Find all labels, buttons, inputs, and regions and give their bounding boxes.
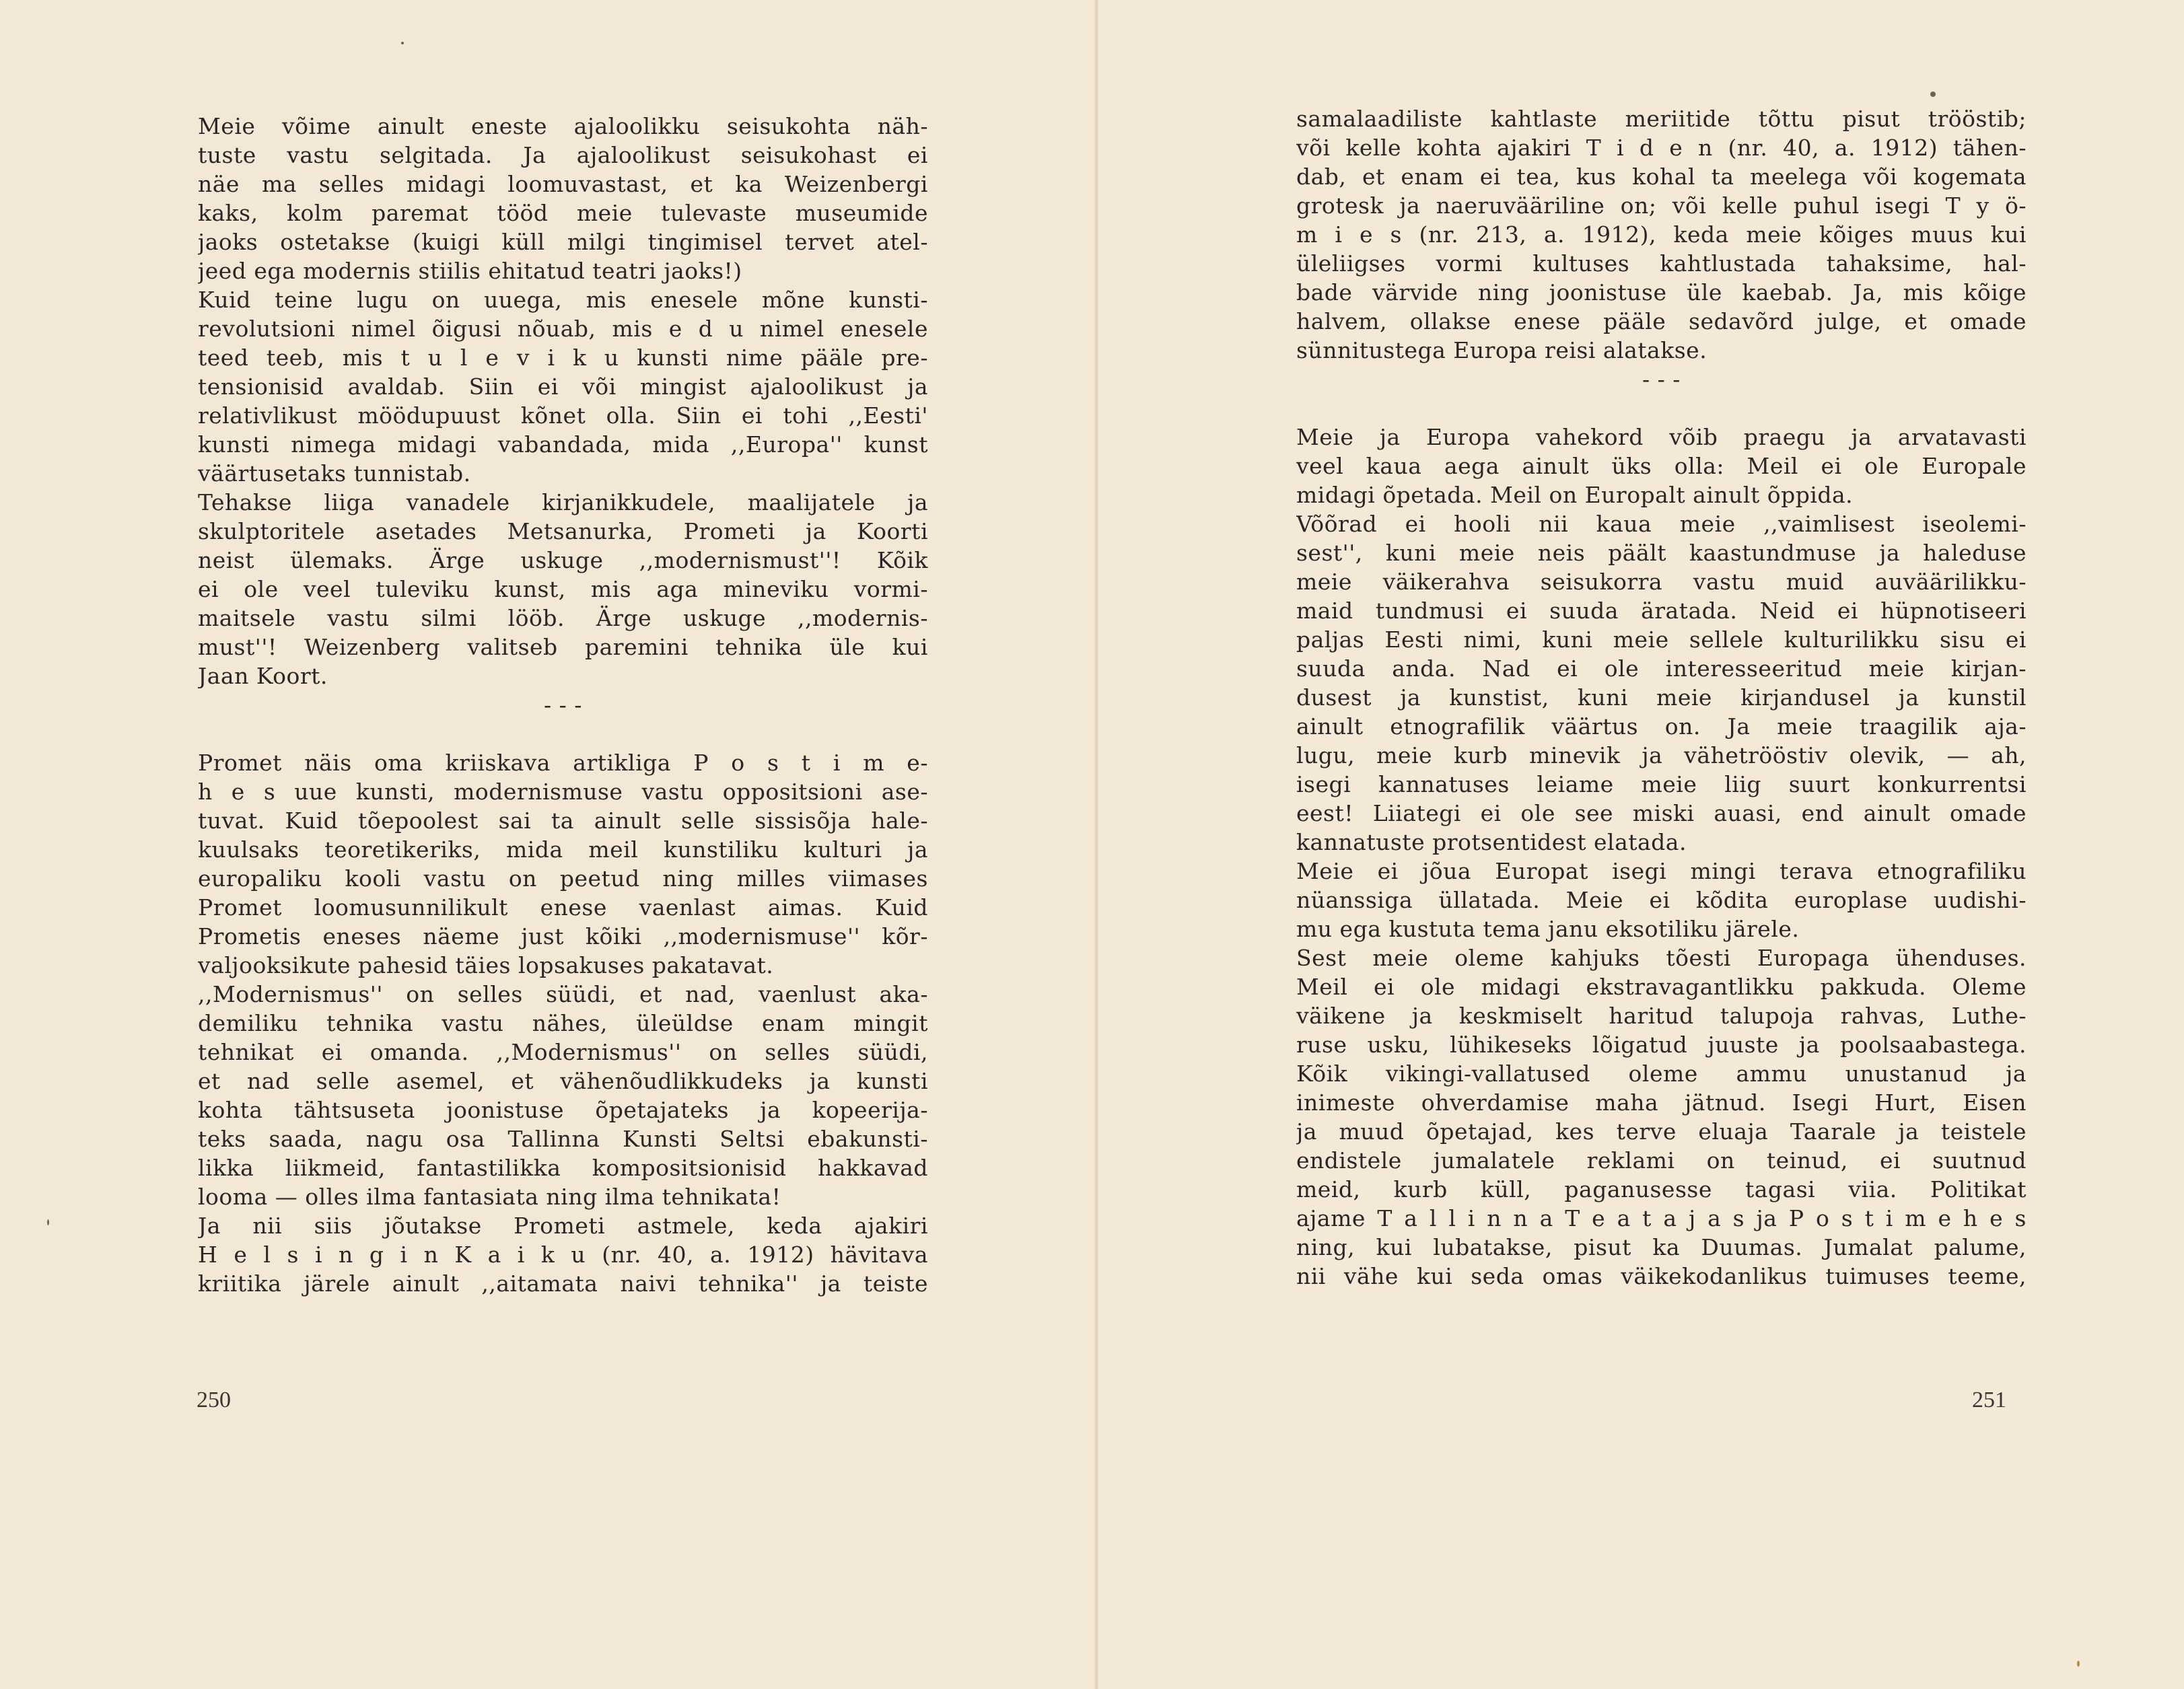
text-line: nüanssiga üllatada. Meie ei kõdita europlase uudishi- xyxy=(1296,887,2027,913)
text-line: bade värvide ning joonistuse üle kaebab. Ja, mis kõige xyxy=(1296,279,2027,306)
text-line: halvem, ollakse enese pääle sedavõrd julge, et omade xyxy=(1296,308,2027,334)
page-number-left: 250 xyxy=(197,1388,231,1412)
text-line: grotesk ja naeruvääriline on; või kelle puhul isegi T y ö- xyxy=(1296,192,2027,219)
text-line: h e s uue kunsti, modernismuse vastu oppositsioni ase- xyxy=(198,779,928,805)
text-line: Meie ei jõua Europat isegi mingi terava etnografiliku xyxy=(1296,858,2027,884)
text-line: jaoks ostetakse (kuigi küll milgi tingimisel tervet atel- xyxy=(198,229,928,255)
text-line: dab, et enam ei tea, kus kohal ta meelega või kogemata xyxy=(1296,164,2027,190)
text-line: üleliigses vormi kultuses kahtlustada tahaksime, hal- xyxy=(1296,250,2027,277)
text-line: ja muud õpetajad, kes terve eluaja Taarale ja teistele xyxy=(1296,1118,2027,1145)
text-line: teed teeb, mis t u l e v i k u kunsti nime pääle pre- xyxy=(198,345,928,371)
text-line: kannatuste protsentidest elatada. xyxy=(1296,829,1687,855)
text-line: Jaan Koort. xyxy=(198,663,328,689)
text-line: Prometis eneses näeme just kõiki ,,modernismuse'' kõr- xyxy=(198,923,928,949)
text-line: demiliku tehnika vastu nähes, üleüldse enam mingit xyxy=(198,1010,928,1036)
text-line: dusest ja kunstist, kuni meie kirjandusel ja kunstil xyxy=(1296,684,2027,711)
text-line: teks saada, nagu osa Tallinna Kunsti Seltsi ebakunsti- xyxy=(198,1126,928,1152)
text-line xyxy=(1296,394,2027,423)
text-line: Kuid teine lugu on uuega, mis enesele mõne kunsti- xyxy=(198,287,928,313)
text-line xyxy=(198,719,928,748)
text-line: kuulsaks teoretikeriks, mida meil kunstiliku kulturi ja xyxy=(198,836,928,863)
text-line: meid, kurb küll, paganusesse tagasi viia. Politikat xyxy=(1296,1176,2027,1202)
text-line: Promet näis oma kriiskava artikliga P o s t i m e- xyxy=(198,750,928,776)
text-line: relativlikust möödupuust kõnet olla. Siin ei tohi ,,Eesti' xyxy=(198,402,928,429)
text-line: kohta tähtsuseta joonistuse õpetajateks ja kopeerija- xyxy=(198,1097,928,1123)
text-line: neist ülemaks. Ärge uskuge ,,modernismust''! Kõik xyxy=(198,547,928,573)
text-line: Kõik vikingi-vallatused oleme ammu unustanud ja xyxy=(1296,1061,2027,1087)
text-line: ajame T a l l i n n a T e a t a j a s ja P o s t i m e h e s xyxy=(1296,1205,2027,1231)
text-line: tuvat. Kuid tõepoolest sai ta ainult selle sissisõja hale- xyxy=(198,807,928,834)
text-line: europaliku kooli vastu on peetud ning milles viimases xyxy=(198,865,928,892)
text-line: tehnikat ei omanda. ,,Modernismus'' on selles süüdi, xyxy=(198,1039,928,1065)
paper-speck xyxy=(401,42,404,44)
paper-speck xyxy=(47,1219,49,1225)
text-line: maitsele vastu silmi lööb. Ärge uskuge ,,modernis- xyxy=(198,605,928,631)
text-line: väikene ja keskmiselt haritud talupoja rahvas, Luthe- xyxy=(1296,1003,2027,1029)
text-line: samalaadiliste kahtlaste meriitide tõttu pisut trööstib; xyxy=(1296,106,2027,132)
text-line: looma — olles ilma fantasiata ning ilma tehnikata! xyxy=(198,1184,781,1210)
text-line: kaks, kolm paremat tööd meie tulevaste museumide xyxy=(198,200,928,226)
text-line: lugu, meie kurb minevik ja vähetrööstiv olevik, — ah, xyxy=(1296,742,2027,768)
text-line: sest'', kuni meie neis päält kaastundmuse ja haleduse xyxy=(1296,540,2027,566)
text-line: näe ma selles midagi loomuvastast, et ka Weizenbergi xyxy=(198,171,928,197)
section-divider: - - - xyxy=(1642,366,1681,392)
text-line: sünnitustega Europa reisi alatakse. xyxy=(1296,337,1707,363)
text-line: ning, kui lubatakse, pisut ka Duumas. Jumalat palume, xyxy=(1296,1234,2027,1260)
text-line: mu ega kustuta tema janu eksotiliku järele. xyxy=(1296,916,1800,942)
text-line: Võõrad ei hooli nii kaua meie ,,vaimlisest iseolemi- xyxy=(1296,511,2027,537)
text-line: et nad selle asemel, et vähenõudlikkudeks ja kunsti xyxy=(198,1068,928,1094)
text-line: likka liikmeid, fantastilikka kompositsionisid hakkavad xyxy=(198,1155,928,1181)
text-line: Sest meie oleme kahjuks tõesti Europaga ühenduses. xyxy=(1296,945,2027,971)
text-line: ruse usku, lühikeseks lõigatud juuste ja poolsaabastega. xyxy=(1296,1032,2027,1058)
text-line: kunsti nimega midagi vabandada, mida ,,Europa'' kunst xyxy=(198,431,928,458)
text-line: Ja nii siis jõutakse Prometi astmele, keda ajakiri xyxy=(198,1213,928,1239)
text-line: või kelle kohta ajakiri T i d e n (nr. 40, a. 1912) tähen- xyxy=(1296,135,2027,161)
text-line: Meil ei ole midagi ekstravagantlikku pakkuda. Oleme xyxy=(1296,974,2027,1000)
text-line: valjooksikute pahesid täies lopsakuses pakatavat. xyxy=(198,952,774,978)
text-line: tuste vastu selgitada. Ja ajaloolikust seisukohast ei xyxy=(198,142,928,168)
text-line: jeed ega modernis stiilis ehitatud teatri jaoks!) xyxy=(198,258,742,284)
text-line: Meie võime ainult eneste ajaloolikku seisukohta näh- xyxy=(198,113,928,139)
paper-speck xyxy=(1930,92,1936,97)
paper-speck xyxy=(2077,1661,2080,1667)
text-line: Tehakse liiga vanadele kirjanikkudele, maalijatele ja xyxy=(198,489,928,515)
text-line: kriitika järele ainult ,,aitamata naivi tehnika'' ja teiste xyxy=(198,1270,928,1297)
text-line: suuda anda. Nad ei ole interesseeritud meie kirjan- xyxy=(1296,655,2027,682)
text-line: maid tundmusi ei suuda äratada. Neid ei hüpnotiseeri xyxy=(1296,598,2027,624)
section-divider: - - - xyxy=(544,692,582,718)
text-line: nii vähe kui seda omas väikekodanlikus tuimuses teeme, xyxy=(1296,1263,2027,1289)
text-line: ,,Modernismus'' on selles süüdi, et nad, vaenlust aka- xyxy=(198,981,928,1007)
text-line: midagi õpetada. Meil on Europalt ainult õppida. xyxy=(1296,482,1854,508)
text-line: endistele jumalatele reklami on teinud, ei suutnud xyxy=(1296,1147,2027,1174)
text-line: must''! Weizenberg valitseb paremini tehnika üle kui xyxy=(198,634,928,660)
text-line: m i e s (nr. 213, a. 1912), keda meie kõiges muus kui xyxy=(1296,221,2027,248)
left-page-body xyxy=(198,112,928,1298)
text-line: veel kaua aega ainult üks olla: Meil ei ole Europale xyxy=(1296,453,2027,479)
text-line: paljas Eesti nimi, kuni meie sellele kulturilikku sisu ei xyxy=(1296,626,2027,653)
text-line: meie väikerahva seisukorra vastu muid auväärilikku- xyxy=(1296,569,2027,595)
text-line: inimeste ohverdamise maha jätnud. Isegi Hurt, Eisen xyxy=(1296,1089,2027,1116)
text-line: isegi kannatuses leiame meie liig suurt konkurrentsi xyxy=(1296,771,2027,797)
text-line: Promet loomusunnilikult enese vaenlast aimas. Kuid xyxy=(198,894,928,921)
text-line: skulptoritele asetades Metsanurka, Prometi ja Koorti xyxy=(198,518,928,544)
page-number-right: 251 xyxy=(1972,1388,2006,1412)
text-line: Meie ja Europa vahekord võib praegu ja arvatavasti xyxy=(1296,424,2027,450)
text-line: ainult etnografilik väärtus on. Ja meie traagilik aja- xyxy=(1296,713,2027,740)
right-page-body xyxy=(1296,104,2027,1291)
text-line: H e l s i n g i n K a i k u (nr. 40, a. 1912) hävitava xyxy=(198,1242,928,1268)
text-line: ei ole veel tuleviku kunst, mis aga mineviku vormi- xyxy=(198,576,928,602)
text-line: väärtusetaks tunnistab. xyxy=(198,460,471,487)
text-line: tensionisid avaldab. Siin ei või mingist ajaloolikust ja xyxy=(198,373,928,400)
text-line: eest! Liiategi ei ole see miski auasi, end ainult omade xyxy=(1296,800,2027,826)
text-line: revolutsioni nimel õigusi nõuab, mis e d u nimel enesele xyxy=(198,316,928,342)
